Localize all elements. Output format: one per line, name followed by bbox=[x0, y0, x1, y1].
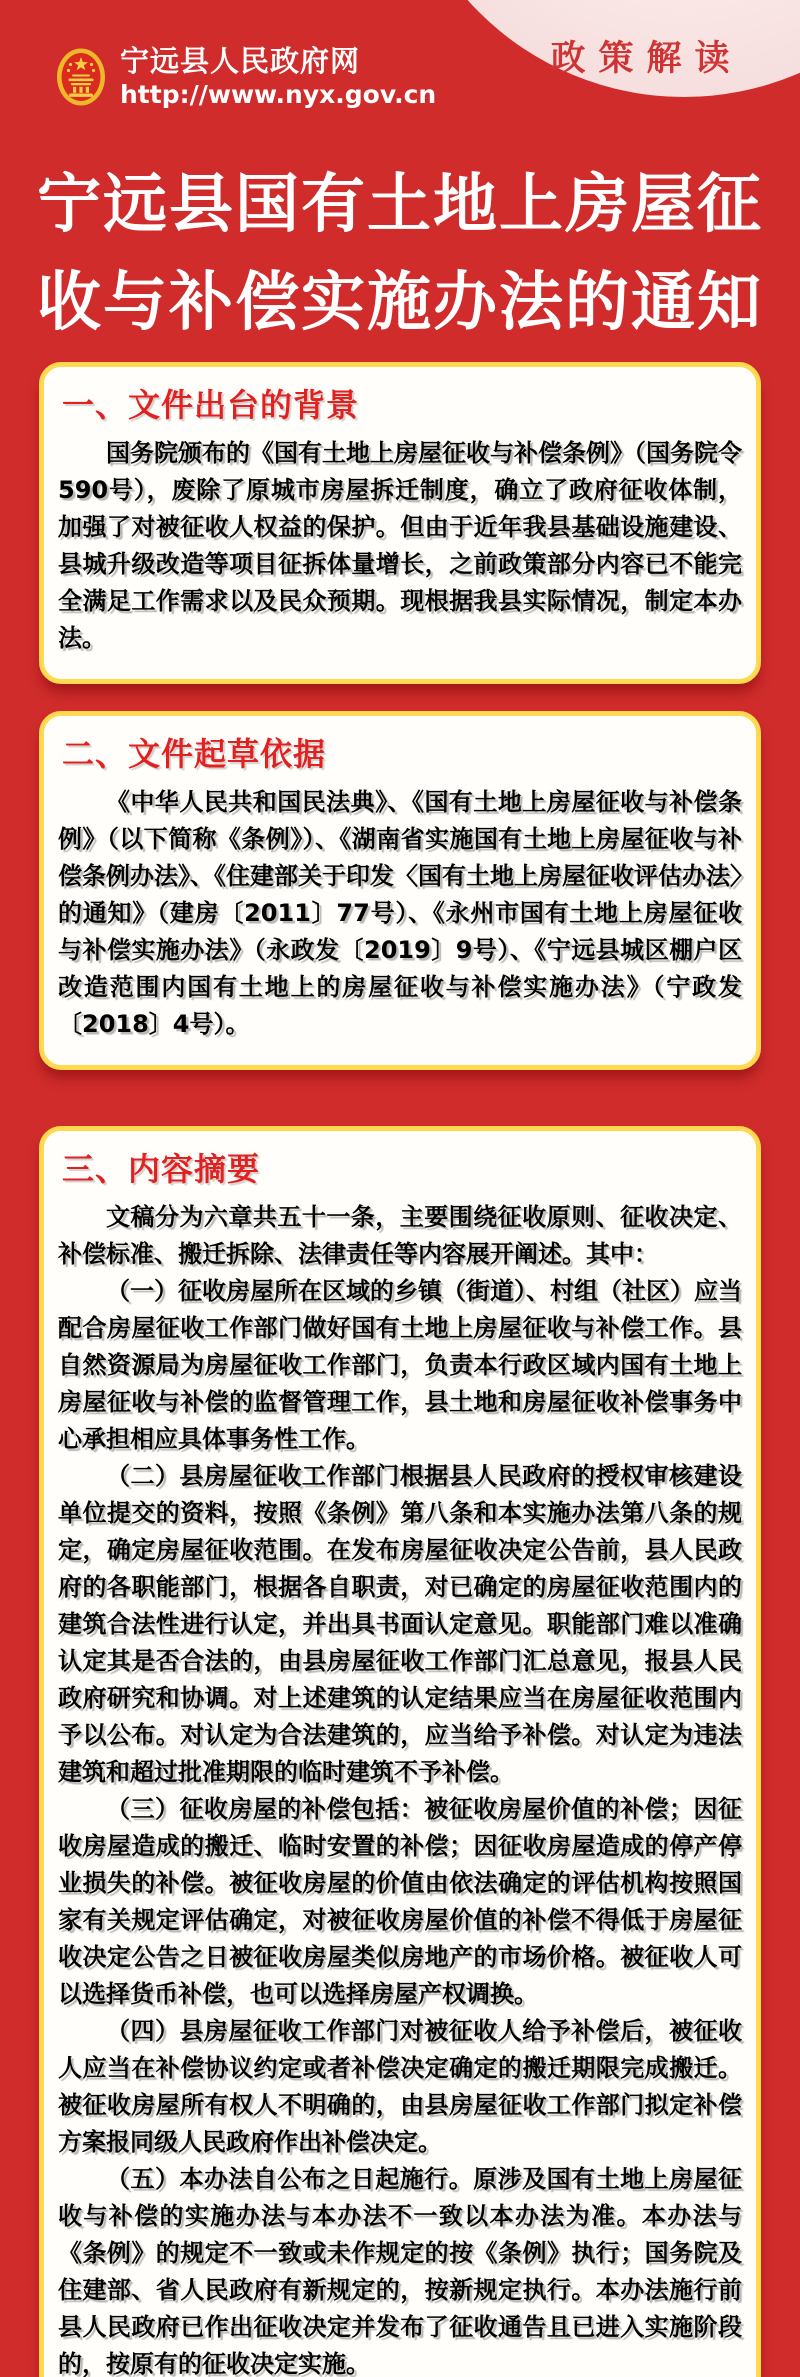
section-paragraph: 《中华人民共和国民法典》、《国有土地上房屋征收与补偿条例》（以下简称《条例》）、《湖南省实施国有土地上房屋征收与补偿条例办法》、《住建部关于印发〈国有土地上房屋征收评估办法〉的通知》（建房〔2011〕77号）、《永州市国有土地上房屋征收与补偿实施办法》（永政发〔2019〕9号）、《宁远县城区棚户区改造范围内国有土地上的房屋征收与补偿实施办法》（宁政发〔2018〕4号）。 bbox=[58, 788, 742, 1038]
section-paragraph: （三）征收房屋的补偿包括：被征收房屋价值的补偿；因征收房屋造成的搬迁、临时安置的补偿；因征收房屋造成的停产停业损失的补偿。被征收房屋的价值由依法确定的评估机构按照国家有关规定评估确定，对被征收房屋价值的补偿不得低于房屋征收决定公告之日被征收房屋类似房地产的市场价格。被征收人可以选择货币补偿，也可以选择房屋产权调换。 bbox=[58, 1795, 742, 2008]
national-emblem-icon bbox=[56, 48, 106, 106]
section-card-document-background bbox=[39, 362, 761, 684]
section-paragraph: （四）县房屋征收工作部门对被征收人给予补偿后，被征收人应当在补偿协议约定或者补偿决定确定的搬迁期限完成搬迁。被征收房屋所有权人不明确的，由县房屋征收工作部门拟定补偿方案报同级人民政府作出补偿决定。 bbox=[58, 2017, 742, 2156]
section-heading-summary: 三、内容摘要 bbox=[62, 1150, 261, 1188]
page-title bbox=[0, 156, 800, 352]
site-name: 宁远县人民政府网 bbox=[120, 44, 361, 78]
page-title-line2: 收与补偿实施办法的通知 bbox=[37, 266, 763, 340]
policy-badge-label: 政策解读 bbox=[550, 39, 743, 79]
section-paragraph: （一）征收房屋所在区域的乡镇（街道）、村组（社区）应当配合房屋征收工作部门做好国有土地上房屋征收与补偿工作。县自然资源局为房屋征收工作部门，负责本行政区域内国有土地上房屋征收与补偿的监督管理工作，县土地和房屋征收补偿事务中心承担相应具体事务性工作。 bbox=[58, 1277, 742, 1453]
site-url: http://www.nyx.gov.cn bbox=[120, 80, 437, 109]
site-header bbox=[56, 44, 436, 110]
section-card-content-summary bbox=[39, 1126, 761, 2377]
section-paragraph: 文稿分为六章共五十一条，主要围绕征收原则、征收决定、补偿标准、搬迁拆除、法律责任等内容展开阐述。其中： bbox=[58, 1203, 742, 1268]
content-cards bbox=[0, 362, 800, 2377]
section-paragraph: （二）县房屋征收工作部门根据县人民政府的授权审核建设单位提交的资料，按照《条例》第八条和本实施办法第八条的规定，确定房屋征收范围。在发布房屋征收决定公告前，县人民政府的各职能部门，根据各自职责，对已确定的房屋征收范围内的建筑合法性进行认定，并出具书面认定意见。职能部门难以准确认定其是否合法的，由县房屋征收工作部门汇总意见，报县人民政府研究和协调。对上述建筑的认定结果应当在房屋征收范围内予以公布。对认定为合法建筑的，应当给予补偿。对认定为违法建筑和超过批准期限的临时建筑不予补偿。 bbox=[58, 1462, 742, 1786]
page-title-line1: 宁远县国有土地上房屋征 bbox=[37, 168, 763, 242]
section-heading-basis: 二、文件起草依据 bbox=[62, 735, 327, 773]
site-identity bbox=[120, 44, 436, 110]
section-paragraph: 国务院颁布的《国有土地上房屋征收与补偿条例》（国务院令590号），废除了原城市房屋拆迁制度，确立了政府征收体制，加强了对被征收人权益的保护。但由于近年我县基础设施建设、县城升级改造等项目征拆体量增长，之前政策部分内容已不能完全满足工作需求以及民众预期。现根据我县实际情况，制定本办法。 bbox=[58, 439, 742, 652]
section-paragraph: （五）本办法自公布之日起施行。原涉及国有土地上房屋征收与补偿的实施办法与本办法不一致以本办法为准。本办法与《条例》的规定不一致或未作规定的按《条例》执行；国务院及住建部、省人民政府有新规定的，按新规定执行。本办法施行前县人民政府已作出征收决定并发布了征收通告且已进入实施阶段的，按原有的征收决定实施。 bbox=[58, 2165, 742, 2377]
section-heading-background: 一、文件出台的背景 bbox=[62, 386, 360, 424]
section-card-drafting-basis bbox=[39, 711, 761, 1070]
